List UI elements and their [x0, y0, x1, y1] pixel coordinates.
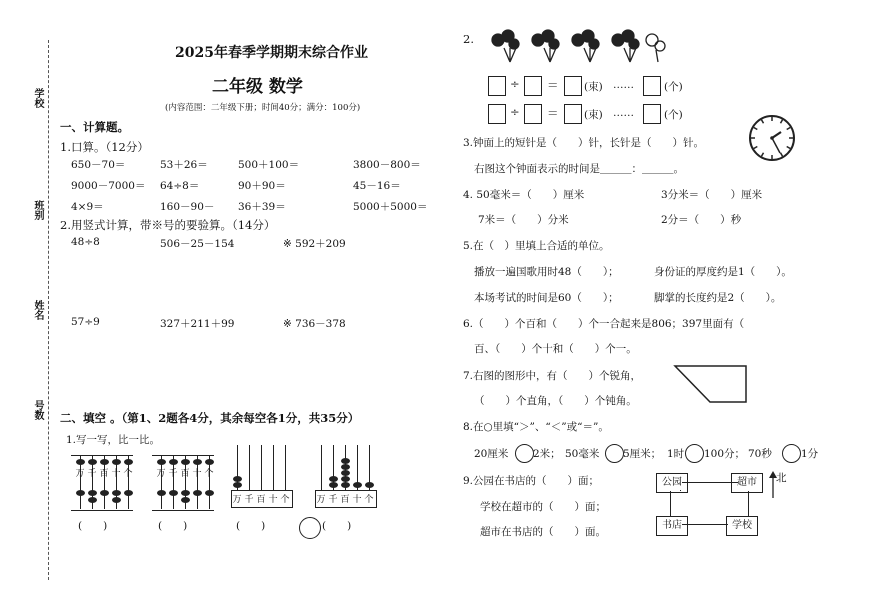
q7-text-cont: （ ）个直角，（ ）个钝角。 [474, 395, 637, 407]
exam-info: (内容范围：二年级下册；时间40分；满分：100分) [165, 103, 361, 113]
mental-item: 53＋26＝ [160, 159, 208, 171]
mental-item: 90＋90＝ [238, 180, 286, 192]
q5-item: 脚掌的长度约是2（ ）。 [654, 292, 782, 304]
blank-box[interactable] [643, 76, 661, 96]
q5-item: 身份证的厚度约是1（ ）。 [654, 266, 792, 278]
answer-paren[interactable]: ( ) [158, 520, 188, 532]
blank-box[interactable] [564, 76, 582, 96]
map-park: 公园 [656, 473, 688, 493]
q4-item: 3分米＝（ ）厘米 [661, 189, 763, 201]
class-label: 班别 [32, 200, 43, 220]
mental-item: 36＋39＝ [238, 201, 286, 213]
blank-box[interactable] [524, 76, 542, 96]
worksheet-page: 学校 班别 姓名 号数 2025年春季学期期末综合作业 二年级 数学 (内容范围：二年级下册；时间40分；满分：100分) 一、计算题。 1.口算。（12分） 650－70＝ 53＋26＝ 500＋100＝ 3800－800＝ 9000－7000＝ 64÷8＝ 90＋90＝ 45－16＝ 4×9＝ 160－90－ 36＋39＝ 5000＋5000＝ 2.用竖式计算，带※号的要验算。（14分） 48÷8 506－25－154 ※ 592＋209 57÷9 327＋211＋99 ※ 736－378 二、填空 。（第1、2题各4分，其余每空各1分，共35分） 1.写一写，比一比。 万 千 百 十 个 ( ) 万 千 百 十 个 ( ) 万 千 百 十 个 ( ) 万 千 百 十 个 ( ) 2. ÷ ＝ (束) …… (个) ÷ ＝ (束) …… (个) 3.钟面上的短针是（ ）针，长针是（ ）针。 右图这个钟面表示的时间是＿＿＿：＿＿＿。 4. 50毫米＝（ ）厘米 3分米＝（ ）厘米 7米＝（ ）分米 2分＝（ ）秒 5.在（ ）里填上合适的单位。 播放一遍国歌用时48（ ）； 身份证的厚度约是1（ ）。 本场考试的时间是60（ ）； 脚掌的长度约是2（ ）。 6.（ ）个百和（ ）个一合起来是806；397里面有（ 百、（ ）个十和（ ）个一。 7.右图的图形中，有（ ）个锐角， （ ）个直角，（ ）个钝角。 8.在○里填“＞”、“＜”或“＝”。 20厘米 2米； 50毫米 5厘米； 1时 100分； 70秒 1分 9.公园在书店的（ ）面； 学校在超市的（ ）面； 超市在书店的（ ）面。 公园 超市 书店 学校 北 [0, 0, 870, 615]
mental-item: 160－90－ [160, 201, 215, 213]
blank-box[interactable] [524, 104, 542, 124]
school-label: 学校 [32, 88, 43, 108]
compare-circle[interactable] [515, 444, 534, 463]
page-subtitle: 二年级 数学 [212, 77, 303, 97]
q9-title: 9.公园在书店的（ ）面； [463, 475, 600, 487]
mental-item: 3800－800＝ [353, 159, 421, 171]
mental-item: 5000＋5000＝ [353, 201, 428, 213]
fill-q1-title: 1.写一写，比一比。 [66, 434, 161, 446]
vertical-item: 48÷8 [71, 236, 100, 248]
q4-item: 2分＝（ ）秒 [661, 214, 742, 226]
page-title: 2025年春季学期期末综合作业 [175, 45, 368, 61]
map-market: 超市 [731, 473, 763, 493]
quadrilateral-shape [672, 362, 752, 407]
q5-item: 本场考试的时间是60（ ）； [474, 292, 619, 304]
mental-item: 64÷8＝ [160, 180, 200, 192]
map-bookstore: 书店 [656, 516, 688, 536]
blank-box[interactable] [488, 76, 506, 96]
mental-item: 500＋100＝ [238, 159, 300, 171]
q8-title: 8.在○里填“＞”、“＜”或“＝”。 [463, 421, 609, 433]
blank-box[interactable] [643, 104, 661, 124]
compare-circle[interactable] [299, 517, 321, 539]
q4-item: 7米＝（ ）分米 [478, 214, 569, 226]
q6-text-cont: 百、（ ）个十和（ ）个一。 [474, 343, 637, 355]
vertical-item: 57÷9 [71, 316, 100, 328]
q3-time: 右图这个钟面表示的时间是＿＿＿：＿＿＿。 [474, 163, 684, 175]
binding-line [48, 40, 49, 580]
answer-paren[interactable]: ( ) [236, 520, 266, 532]
q2-number: 2. [463, 32, 474, 46]
vertical-item: ※ 736－378 [283, 318, 346, 330]
q9-item: 学校在超市的（ ）面； [480, 501, 606, 513]
compare-circle[interactable] [782, 444, 801, 463]
mental-item: 4×9＝ [71, 201, 104, 213]
map-school: 学校 [726, 516, 758, 536]
compare-circle[interactable] [605, 444, 624, 463]
number-label: 号数 [32, 400, 43, 420]
q5-item: 播放一遍国歌用时48（ ）； [474, 266, 619, 278]
q2-title: 2.用竖式计算，带※号的要验算。（14分） [60, 218, 276, 232]
q1-title: 1.口算。（12分） [60, 140, 149, 154]
q4-item: 4. 50毫米＝（ ）厘米 [463, 189, 585, 201]
blank-box[interactable] [488, 104, 506, 124]
vertical-item: 506－25－154 [160, 238, 235, 250]
q6-text: 6.（ ）个百和（ ）个一合起来是806；397里面有（ [463, 318, 745, 330]
section-1-title: 一、计算题。 [60, 120, 129, 134]
vertical-item: 327＋211＋99 [160, 318, 235, 330]
compare-circle[interactable] [685, 444, 704, 463]
q5-title: 5.在（ ）里填上合适的单位。 [463, 240, 610, 252]
clock-icon [747, 113, 797, 163]
mental-item: 45－16＝ [353, 180, 401, 192]
q9-item: 超市在书店的（ ）面。 [480, 526, 606, 538]
flower-bouquets [482, 28, 682, 68]
north-label: 北 [776, 472, 787, 484]
answer-paren[interactable]: ( ) [322, 520, 352, 532]
mental-item: 9000－7000＝ [71, 180, 146, 192]
mental-item: 650－70＝ [71, 159, 126, 171]
q7-text: 7.右图的图形中，有（ ）个锐角， [463, 370, 642, 382]
answer-paren[interactable]: ( ) [78, 520, 108, 532]
name-label: 姓名 [32, 300, 43, 320]
q3-text: 3.钟面上的短针是（ ）针，长针是（ ）针。 [463, 137, 705, 149]
blank-box[interactable] [564, 104, 582, 124]
vertical-item: ※ 592＋209 [283, 238, 346, 250]
section-2-title: 二、填空 。（第1、2题各4分，其余每空各1分，共35分） [60, 411, 360, 425]
